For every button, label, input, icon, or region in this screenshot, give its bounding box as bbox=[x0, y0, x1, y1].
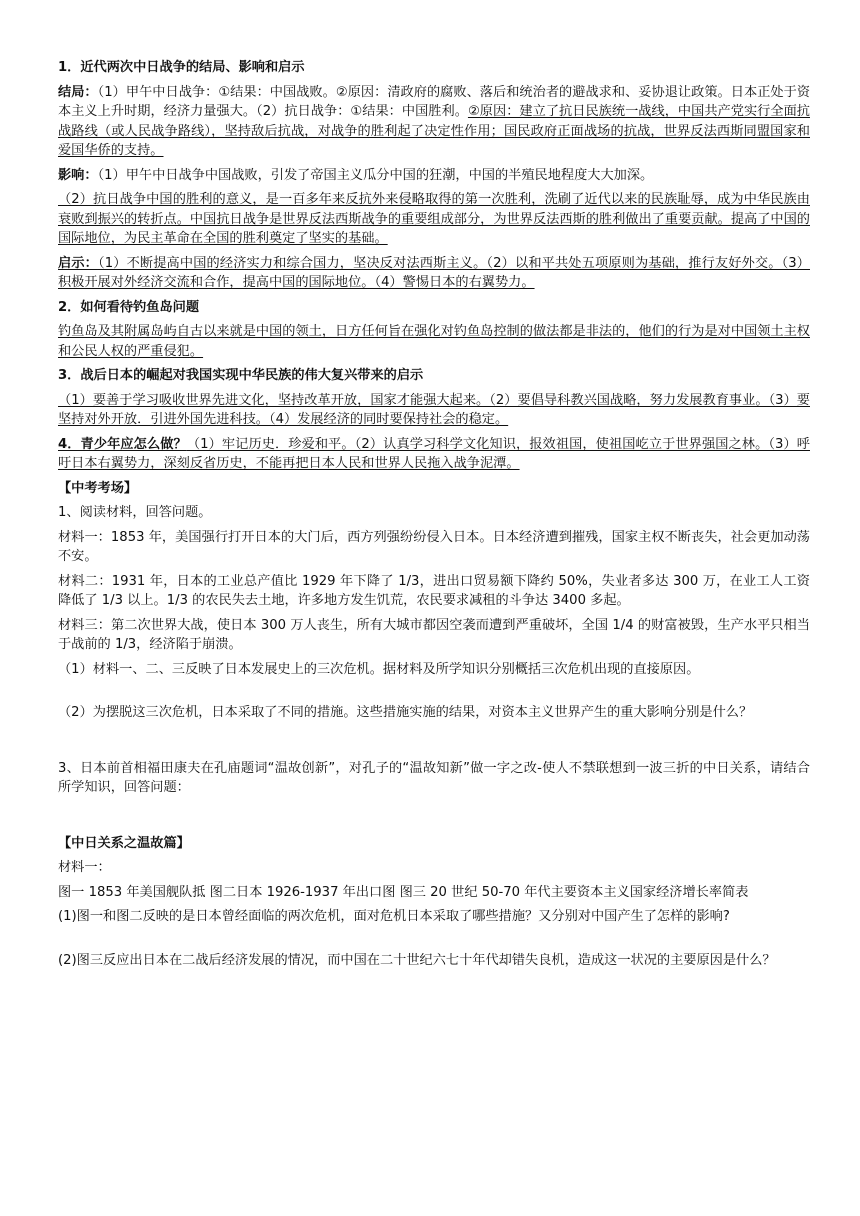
section-3-title: 3．战后日本的崛起对我国实现中华民族的伟大复兴带来的启示 bbox=[58, 368, 424, 383]
question-1: 1、阅读材料，回答问题。 bbox=[58, 505, 212, 520]
sub-question-2: （2）为摆脱这三次危机，日本采取了不同的措施。这些措施实施的结果，对资本主义世界产生的重大影响分别是什么？ bbox=[58, 705, 753, 720]
section-1-impact bbox=[58, 166, 810, 186]
section-2-title: 2．如何看待钓鱼岛问题 bbox=[58, 299, 200, 315]
section-4-body: （1）牢记历史．珍爱和平。（2）认真学习科学文化知识，报效祖国，使祖国屹立于世界强国之林。（3）呼吁日本右翼势力，深刻反省历史，不能再把日本人民和世界人民拖入战争泥潭。 bbox=[58, 436, 810, 471]
impact-text-b: （2）抗日战争中国的胜利的意义，是一百多年来反抗外来侵略取得的第一次胜利，洗刷了近代以来的民族耻辱，成为中华民族由衰败到振兴的转折点。中国抗日战争是世界反法西斯战争的重要组成部分，为世界反法西斯的胜利做出了重要贡献。提高了中国的国际地位，为民主革命在全国的胜利奠定了坚实的基础。 bbox=[58, 192, 810, 246]
section-3-body: （1）要善于学习吸收世界先进文化，坚持改革开放，国家才能强大起来。（2）要倡导科教兴国战略，努力发展教育事业。（3）要坚持对外开放．引进外国先进科技。（4）发展经济的同时要保持社会的稳定。 bbox=[58, 392, 810, 427]
relations-question-b: (2)图三反应出日本在二战后经济发展的情况，而中国在二十世纪六七十年代却错失良机，造成这一状况的主要原因是什么？ bbox=[58, 952, 776, 968]
result-label: 结局： bbox=[58, 84, 98, 100]
impact-text-a: （1）甲午中日战争中国战败，引发了帝国主义瓜分中国的狂潮，中国的半殖民地程度大大加深。 bbox=[97, 167, 654, 183]
material-1: 材料一：1853 年，美国强行打开日本的大门后，西方列强纷纷侵入日本。日本经济遭到摧残，国家主权不断丧失，社会更加动荡不安。 bbox=[58, 529, 810, 564]
result-text-b: ②原因：建立了抗日民族统一战线，中国共产党实行全面抗战路线（或人民战争路线），坚持敌后抗战，对战争的胜利起了决定性作用；国民政府正面战场的抗战，世界反法西斯同盟国家和爱国华侨的支持。 bbox=[58, 104, 810, 158]
section-1-result bbox=[58, 83, 810, 161]
section-2-body: 钓鱼岛及其附属岛屿自古以来就是中国的领土，日方任何旨在强化对钓鱼岛控制的做法都是非法的，他们的行为是对中国领土主权和公民人权的严重侵犯。 bbox=[58, 324, 810, 359]
insight-text: （1）不断提高中国的经济实力和综合国力，坚决反对法西斯主义。（2）以和平共处五项原则为基础，推行友好外交。（3）积极开展对外经济交流和合作，提高中国的国际地位。（4）警惕日本的右翼势力。 bbox=[58, 255, 810, 290]
material-3: 材料三：第二次世界大战，使日本 300 万人丧生，所有大城市都因空袭而遭到严重破坏，全国 1/4 的财富被毁，生产水平只相当于战前的 1/3，经济陷于崩溃。 bbox=[58, 617, 810, 652]
section-4 bbox=[58, 435, 810, 474]
relations-heading: 【中日关系之温故篇】 bbox=[58, 835, 190, 851]
sub-question-1: （1）材料一、二、三反映了日本发展史上的三次危机。据材料及所学知识分别概括三次危机出现的直接原因。 bbox=[58, 661, 700, 677]
document-page bbox=[58, 58, 810, 970]
question-3: 3、日本前首相福田康夫在孔庙题词“温故创新”，对孔子的“温故知新”做一字之改-使人不禁联想到一波三折的中日关系，请结合所学知识，回答问题： bbox=[58, 760, 810, 795]
insight-label: 启示： bbox=[58, 255, 98, 271]
section-4-title: 4．青少年应怎么做？ bbox=[58, 436, 187, 452]
impact-label: 影响： bbox=[58, 167, 98, 183]
result-text-a: （1）甲午中日战争：①结果：中国战败。②原因：清政府的腐败、落后和统治者的避战求和、妥协退让政策。日本正处于资本主义上升时期，经济力量强大。（2）抗日战争：①结果：中国胜利。 bbox=[58, 84, 811, 119]
relations-figures: 图一 1853 年美国舰队抵 图二日本 1926-1937 年出口图 图三 20 世纪 50-70 年代主要资本主义国家经济增长率简表 bbox=[58, 884, 749, 900]
relations-material: 材料一： bbox=[58, 860, 111, 875]
section-1-insight bbox=[58, 254, 810, 293]
section-1-title: 1．近代两次中日战争的结局、影响和启示 bbox=[58, 60, 305, 75]
relations-question-a: (1)图一和图二反映的是日本曾经面临的两次危机，面对危机日本采取了哪些措施？又分别对中国产生了怎样的影响? bbox=[58, 909, 730, 924]
material-2: 材料二：1931 年，日本的工业总产值比 1929 年下降了 1/3，进出口贸易额下降约 50%，失业者多达 300 万，在业工人工资降低了 1/3 以上。1/3 的农民失去土地，许多地方发生饥荒，农民要求减租的斗争达 3400 多起。 bbox=[58, 573, 810, 608]
exam-heading: 【中考考场】 bbox=[58, 480, 138, 496]
